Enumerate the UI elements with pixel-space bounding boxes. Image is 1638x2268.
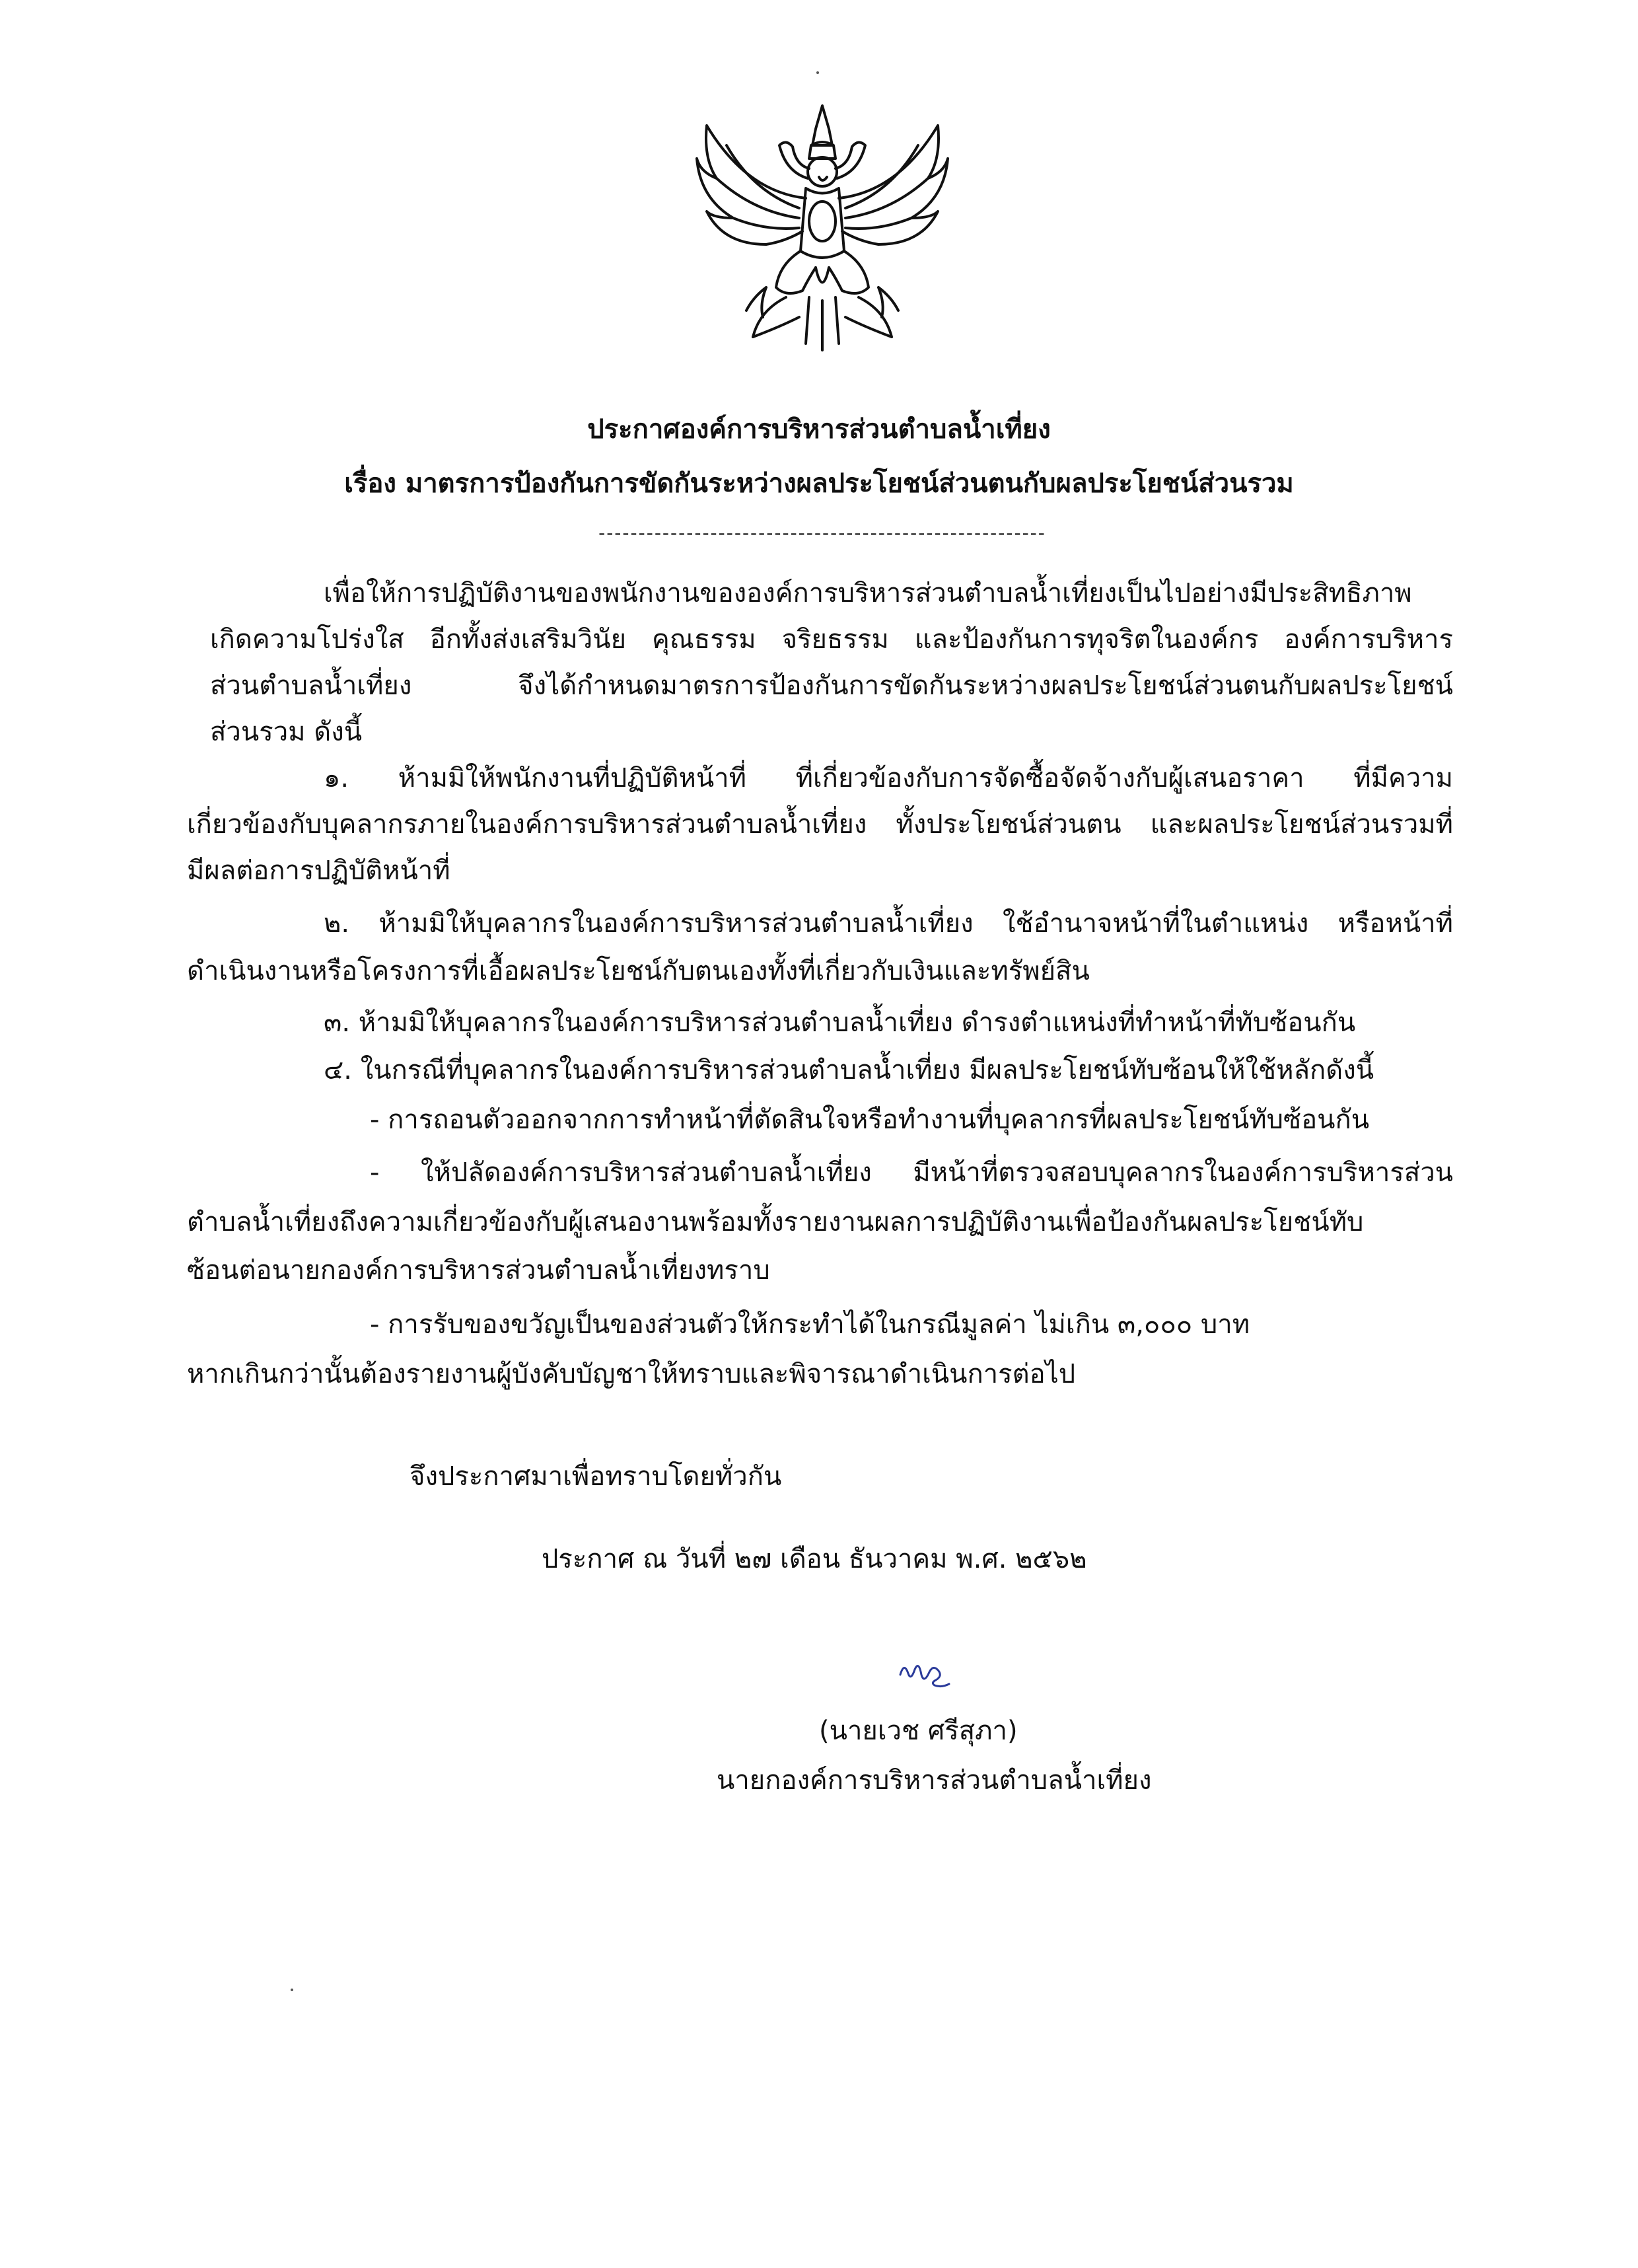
announcement-date: ประกาศ ณ วันที่ ๒๗ เดือน ธันวาคม พ.ศ. ๒๕๖๒ [542, 1544, 1087, 1574]
garuda-emblem-icon [687, 99, 958, 357]
sub-item-2-line-2: ตำบลน้ำเที่ยงถึงความเกี่ยวข้องกับผู้เสนองานพร้อมทั้งรายงานผลการปฏิบัติงานเพื่อป้องกันผลประโยชน์ทับ [187, 1207, 1364, 1237]
intro-line-4: ส่วนรวม ดังนี้ [210, 717, 363, 747]
announcement-title: ประกาศองค์การบริหารส่วนตำบลน้ำเที่ยง [587, 414, 1051, 445]
item-1-line-2: เกี่ยวข้องกับบุคลากรภายในองค์การบริหารส่วนตำบลน้ำเที่ยง ทั้งประโยชน์ส่วนตน และผลประโยชน์ส่วนรวมที่ [187, 809, 1453, 840]
item-2-line-2: ดำเนินงานหรือโครงการที่เอื้อผลประโยชน์กับตนเองทั้งที่เกี่ยวกับเงินและทรัพย์สิน [187, 956, 1090, 986]
intro-line-3: ส่วนตำบลน้ำเที่ยง จึงได้กำหนดมาตรการป้องกันการขัดกันระหว่างผลประโยชน์ส่วนตนกับผลประโยชน์ [210, 671, 1453, 701]
scan-speck [291, 1989, 293, 1991]
handwritten-signature-icon [895, 1655, 954, 1695]
sub-item-1-line-1: - การถอนตัวออกจากการทำหน้าที่ตัดสินใจหรือทำงานที่บุคลากรที่ผลประโยชน์ทับซ้อนกัน [370, 1105, 1370, 1135]
sub-item-3-line-2: หากเกินกว่านั้นต้องรายงานผู้บังคับบัญชาให้ทราบและพิจารณาดำเนินการต่อไป [187, 1359, 1076, 1389]
item-4-line-1: ๔. ในกรณีที่บุคลากรในองค์การบริหารส่วนตำบลน้ำเที่ยง มีผลประโยชน์ทับซ้อนให้ใช้หลักดังนี้ [324, 1055, 1374, 1085]
signatory-name: (นายเวช ศรีสุภา) [819, 1716, 1018, 1746]
intro-line-2: เกิดความโปร่งใส อีกทั้งส่งเสริมวินัย คุณธรรม จริยธรรม และป้องกันการทุจริตในองค์กร องค์การบริหาร [210, 624, 1453, 655]
sub-item-2-line-1: - ให้ปลัดองค์การบริหารส่วนตำบลน้ำเที่ยง มีหน้าที่ตรวจสอบบุคลากรในองค์การบริหารส่วน [370, 1157, 1453, 1188]
intro-line-1: เพื่อให้การปฏิบัติงานของพนักงานขององค์การบริหารส่วนตำบลน้ำเที่ยงเป็นไปอย่างมีประสิทธิภาพ [324, 578, 1412, 608]
announcement-subject: เรื่อง มาตรการป้องกันการขัดกันระหว่างผลประโยชน์ส่วนตนกับผลประโยชน์ส่วนรวม [344, 468, 1294, 499]
sub-item-3-line-1: - การรับของขวัญเป็นของส่วนตัวให้กระทำได้ในกรณีมูลค่า ไม่เกิน ๓,๐๐๐ บาท [370, 1309, 1250, 1340]
closing-statement: จึงประกาศมาเพื่อทราบโดยทั่วกัน [410, 1461, 782, 1492]
signatory-position: นายกองค์การบริหารส่วนตำบลน้ำเที่ยง [717, 1765, 1152, 1796]
item-1-line-1: ๑. ห้ามมิให้พนักงานที่ปฏิบัติหน้าที่ ที่เกี่ยวข้องกับการจัดซื้อจัดจ้างกับผู้เสนอราคา ที่มีความ [324, 763, 1453, 793]
item-3-line-1: ๓. ห้ามมิให้บุคลากรในองค์การบริหารส่วนตำบลน้ำเที่ยง ดำรงตำแหน่งที่ทำหน้าที่ทับซ้อนกัน [324, 1007, 1356, 1038]
title-divider: -------------------------------------------------------- [598, 522, 1046, 544]
scan-speck [816, 71, 819, 74]
item-1-line-3: มีผลต่อการปฏิบัติหน้าที่ [187, 856, 450, 886]
item-2-line-1: ๒. ห้ามมิให้บุคลากรในองค์การบริหารส่วนตำบลน้ำเที่ยง ใช้อำนาจหน้าที่ในตำแหน่ง หรือหน้าที่ [324, 908, 1453, 939]
sub-item-2-line-3: ซ้อนต่อนายกองค์การบริหารส่วนตำบลน้ำเที่ยงทราบ [187, 1255, 770, 1286]
